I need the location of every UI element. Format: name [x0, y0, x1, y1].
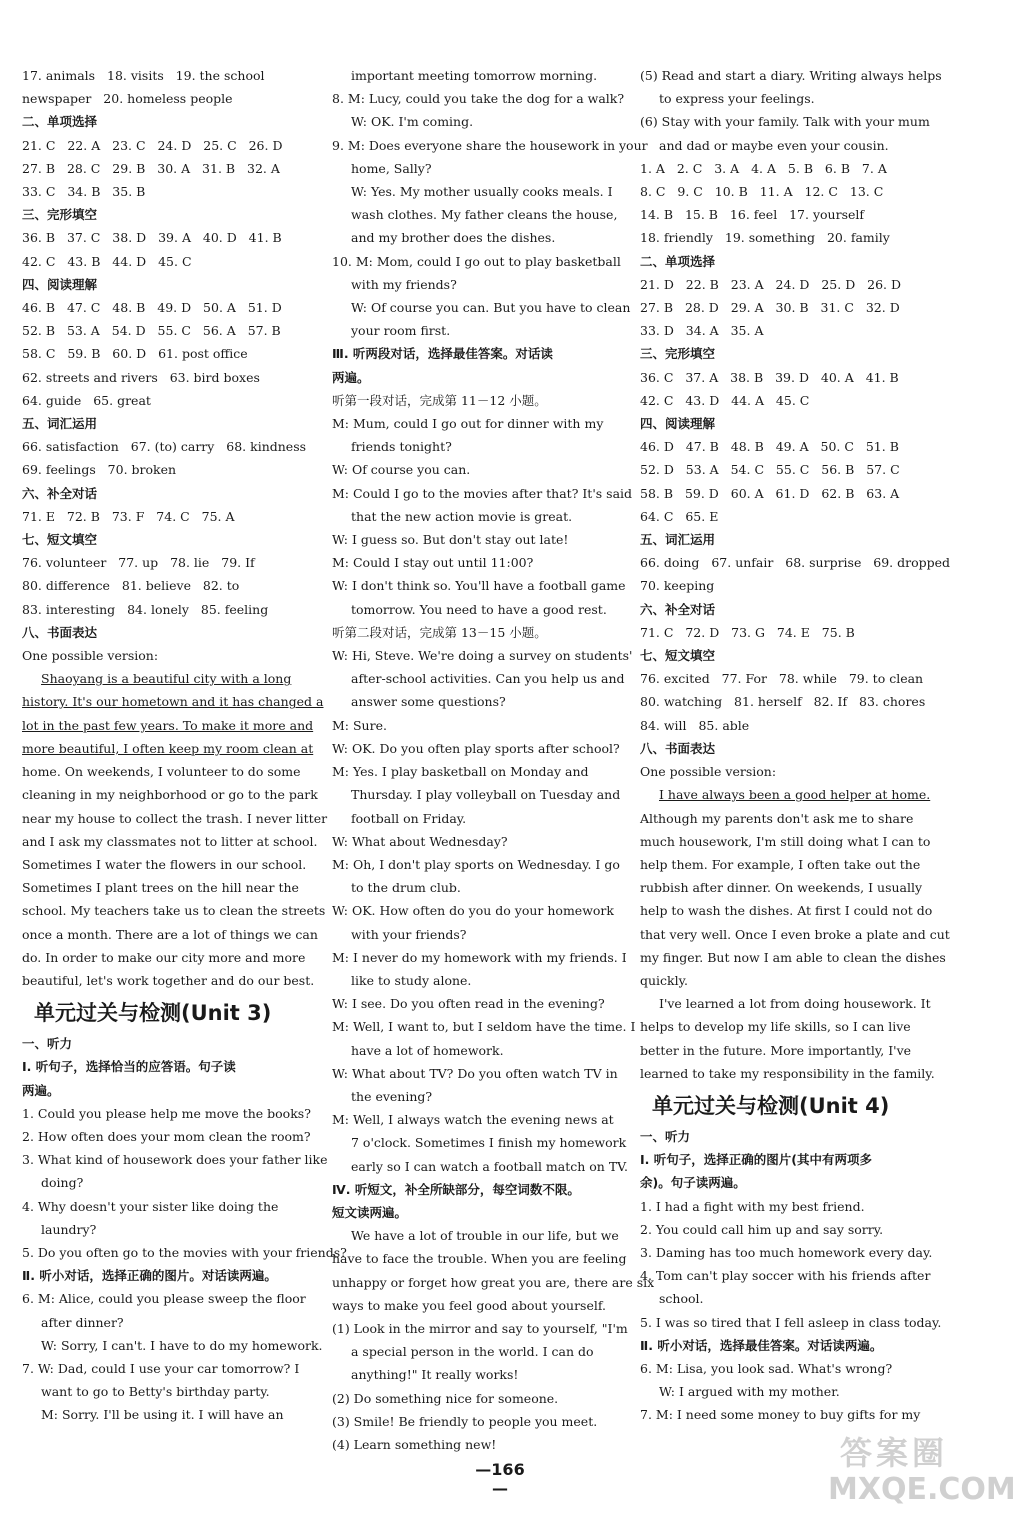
text-line: M: Could I stay out until 11:00?	[332, 555, 534, 571]
text-line: We have a lot of trouble in our life, but we	[351, 1228, 619, 1244]
text-line: 42. C 43. D 44. A 45. C	[640, 392, 810, 408]
text-line: 4. Tom can't play soccer with his friends after	[640, 1268, 931, 1284]
text-line: 52. B 53. A 54. D 55. C 56. A 57. B	[22, 323, 281, 339]
section-heading: Ⅳ. 听短文，补全所缺部分，每空词数不限。	[332, 1181, 580, 1197]
underlined-text: I have always been a good helper at home.	[659, 787, 931, 803]
text-line: friends tonight?	[351, 439, 452, 455]
text-line: tomorrow. You need to have a good rest.	[351, 601, 607, 617]
text-line: 5. Do you often go to the movies with your friends?	[22, 1244, 347, 1260]
text-line: 33. D 34. A 35. A	[640, 323, 764, 339]
column-middle	[332, 64, 655, 1456]
text-line: that the new action movie is great.	[351, 508, 573, 524]
text-line: (3) Smile! Be friendly to people you meet.	[332, 1413, 598, 1429]
text-line: 21. D 22. B 23. A 24. D 25. D 26. D	[640, 276, 902, 292]
text-line: W: I argued with my mother.	[659, 1384, 840, 1400]
column-left	[22, 64, 347, 1427]
text-line: 6. M: Alice, could you please sweep the floor	[22, 1291, 306, 1307]
text-line: 7. W: Dad, could I use your car tomorrow? I	[22, 1360, 300, 1376]
text-line: 80. watching 81. herself 82. If 83. chores	[640, 694, 926, 710]
section-heading: Ⅰ. 听句子，选择恰当的应答语。句子读	[22, 1059, 236, 1075]
text-line: 76. volunteer 77. up 78. lie 79. If	[22, 555, 255, 571]
text-line: 36. B 37. C 38. D 39. A 40. D 41. B	[22, 230, 282, 246]
section-heading: Ⅰ. 听句子，选择正确的图片(其中有两项多	[640, 1152, 872, 1168]
text-line: my finger. But now I am able to clean the dishes	[640, 949, 946, 965]
column-right	[640, 64, 951, 1427]
text-line: M: I never do my homework with my friends. I	[332, 949, 627, 965]
text-line: M: Oh, I don't play sports on Wednesday. I go	[332, 856, 620, 872]
underlined-text: history. It's our hometown and it has changed a	[22, 694, 324, 710]
text-line: (1) Look in the mirror and say to yourself, "I'm	[332, 1320, 628, 1336]
text-line: early so I can watch a football match on TV.	[351, 1158, 628, 1174]
text-line: 8. C 9. C 10. B 11. A 12. C 13. C	[640, 184, 884, 200]
text-line: 62. streets and rivers 63. bird boxes	[22, 369, 260, 385]
text-line: W: I see. Do you often read in the evening?	[332, 996, 605, 1012]
text-line: 27. B 28. D 29. A 30. B 31. C 32. D	[640, 300, 900, 316]
text-line: 9. M: Does everyone share the housework in your	[332, 137, 648, 153]
text-line: learned to take my responsibility in the family.	[640, 1065, 935, 1081]
text-line: M: Sure.	[332, 717, 387, 733]
page-number: —166—	[475, 1460, 525, 1498]
section-heading: 二、单项选择	[22, 114, 98, 130]
text-line: M: Mum, could I go out for dinner with my	[332, 416, 604, 432]
text-line: 64. guide 65. great	[22, 392, 151, 408]
text-line: newspaper 20. homeless people	[22, 91, 233, 107]
text-line: W: OK. I'm coming.	[351, 114, 474, 130]
text-line: helps to develop my life skills, so I can live	[640, 1019, 911, 1035]
text-line: like to study alone.	[351, 972, 472, 988]
text-line	[640, 783, 931, 806]
text-line	[22, 714, 314, 737]
text-line: 36. C 37. A 38. B 39. D 40. A 41. B	[640, 369, 899, 385]
text-line: One possible version:	[640, 764, 777, 780]
text-line: beautiful, let's work together and do our best.	[22, 972, 315, 988]
text-line: 4. Why doesn't your sister like doing the	[22, 1198, 279, 1214]
text-line: 14. B 15. B 16. feel 17. yourself	[640, 207, 865, 223]
text-line: much housework, I'm still doing what I can to	[640, 833, 931, 849]
unit-title: 单元过关与检测(Unit 3)	[34, 1001, 272, 1026]
text-line: 5. I was so tired that I fell asleep in class today.	[640, 1314, 942, 1330]
text-line: answer some questions?	[351, 694, 506, 710]
text-line: 2. You could call him up and say sorry.	[640, 1221, 884, 1237]
section-heading: Ⅱ. 听小对话，选择最佳答案。对话读两遍。	[640, 1337, 883, 1353]
text-line: Sometimes I plant trees on the hill near the	[22, 880, 299, 896]
text-line: 33. C 34. B 35. B	[22, 184, 146, 200]
text-line: 76. excited 77. For 78. while 79. to clean	[640, 671, 924, 687]
text-line: help to wash the dishes. At first I could not do	[640, 903, 933, 919]
text-line: help them. For example, I often take out the	[640, 856, 921, 872]
text-line: 1. A 2. C 3. A 4. A 5. B 6. B 7. A	[640, 160, 887, 176]
text-line: 80. difference 81. believe 82. to	[22, 578, 240, 594]
text-line: W: OK. How often do you do your homework	[332, 903, 614, 919]
text-line: 83. interesting 84. lonely 85. feeling	[22, 601, 269, 617]
text-line: 66. satisfaction 67. (to) carry 68. kindness	[22, 439, 307, 455]
watermark-en: MXQE.COM	[828, 1472, 1016, 1507]
text-line: laundry?	[41, 1221, 97, 1237]
text-line: 66. doing 67. unfair 68. surprise 69. dropped	[640, 555, 951, 571]
text-line: (4) Learn something new!	[332, 1436, 497, 1452]
text-line: 58. C 59. B 60. D 61. post office	[22, 346, 248, 362]
text-line: W: I guess so. But don't stay out late!	[332, 532, 569, 548]
text-line: your room first.	[351, 323, 451, 339]
text-line: wash clothes. My father cleans the house,	[351, 207, 618, 223]
text-line: One possible version:	[22, 648, 159, 664]
text-line	[22, 737, 314, 760]
section-heading: 六、补全对话	[640, 601, 716, 617]
text-line: W: Hi, Steve. We're doing a survey on students'	[332, 648, 633, 664]
text-line: 8. M: Lucy, could you take the dog for a walk?	[332, 91, 625, 107]
text-line: 42. C 43. B 44. D 45. C	[22, 253, 192, 269]
text-line: 46. B 47. C 48. B 49. D 50. A 51. D	[22, 300, 282, 316]
text-line: 18. friendly 19. something 20. family	[640, 230, 890, 246]
text-line: 58. B 59. D 60. A 61. D 62. B 63. A	[640, 485, 900, 501]
text-line: W: Of course you can. But you have to clean	[351, 300, 631, 316]
underlined-text: more beautiful, I often keep my room clean at	[22, 740, 314, 756]
text-line: 17. animals 18. visits 19. the school	[22, 68, 265, 83]
text-line: (6) Stay with your family. Talk with your mum	[640, 114, 930, 130]
text-line: M: Well, I want to, but I seldom have the time. I	[332, 1019, 636, 1035]
section-heading: 八、书面表达	[640, 740, 716, 756]
text-line: M: Sorry. I'll be using it. I will have an	[41, 1407, 284, 1423]
text-line: 2. How often does your mom clean the room?	[22, 1128, 311, 1144]
section-heading: Ⅲ. 听两段对话，选择最佳答案。对话读	[332, 346, 553, 362]
section-heading: 七、短文填空	[640, 648, 716, 664]
watermark-cn: 答案圈	[840, 1434, 949, 1472]
text-line: Sometimes I water the flowers in our school.	[22, 856, 307, 872]
section-heading: 七、短文填空	[22, 532, 98, 548]
section-heading: 短文读两遍。	[332, 1204, 408, 1220]
text-line: important meeting tomorrow morning.	[351, 68, 598, 83]
text-line: with my friends?	[351, 276, 457, 292]
text-line: 84. will 85. able	[640, 717, 750, 733]
text-line: M: Well, I always watch the evening news at	[332, 1112, 614, 1128]
text-line: school. My teachers take us to clean the streets	[22, 903, 326, 919]
text-line: near my house to collect the trash. I never litter	[22, 810, 328, 826]
text-line: anything!" It really works!	[351, 1367, 519, 1383]
section-heading: 余)。句子读两遍。	[640, 1175, 746, 1191]
text-line: have to face the trouble. When you are feeling	[332, 1251, 627, 1267]
text-line: unhappy or forget how great you are, there are six	[332, 1274, 655, 1290]
underlined-text: Shaoyang is a beautiful city with a long	[41, 671, 292, 687]
text-line: rubbish after dinner. On weekends, I usually	[640, 880, 923, 896]
text-line: 64. C 65. E	[640, 508, 719, 524]
text-line: I've learned a lot from doing housework. It	[659, 996, 931, 1012]
section-heading: 一、听力	[640, 1128, 691, 1144]
text-line: Although my parents don't ask me to share	[640, 810, 914, 826]
text-line: W: What about TV? Do you often watch TV in	[332, 1065, 618, 1081]
text-line: want to go to Betty's birthday party.	[41, 1384, 270, 1400]
text-line: 70. keeping	[640, 578, 715, 594]
text-line: 21. C 22. A 23. C 24. D 25. C 26. D	[22, 137, 283, 153]
text-line: W: I don't think so. You'll have a football game	[332, 578, 626, 594]
section-heading: 五、词汇运用	[22, 416, 98, 432]
text-line: M: Yes. I play basketball on Monday and	[332, 764, 589, 780]
section-heading: 三、完形填空	[22, 207, 98, 223]
text-line: (5) Read and start a diary. Writing always helps	[640, 68, 942, 83]
section-heading: 两遍。	[22, 1082, 60, 1098]
section-heading: 四、阅读理解	[22, 276, 98, 292]
text-line: W: Yes. My mother usually cooks meals. I	[351, 184, 613, 200]
text-line: quickly.	[640, 972, 688, 988]
text-line: 听第二段对话，完成第 13－15 小题。	[332, 624, 547, 640]
text-line: do. In order to make our city more and more	[22, 949, 306, 965]
text-line: to express your feelings.	[659, 91, 815, 107]
text-line: have a lot of homework.	[351, 1042, 504, 1058]
text-line: 3. What kind of housework does your father like	[22, 1152, 328, 1168]
text-line: football on Friday.	[351, 810, 467, 826]
unit-title: 单元过关与检测(Unit 4)	[652, 1093, 890, 1118]
text-line: 1. I had a fight with my best friend.	[640, 1198, 865, 1214]
text-line: the evening?	[351, 1088, 433, 1104]
text-line: 7. M: I need some money to buy gifts for my	[640, 1407, 921, 1423]
text-line: 52. D 53. A 54. C 55. C 56. B 57. C	[640, 462, 900, 478]
text-line	[22, 690, 324, 713]
text-line: after dinner?	[41, 1314, 124, 1330]
text-line: home, Sally?	[351, 160, 432, 176]
text-line: and I ask my classmates not to litter at school.	[22, 833, 318, 849]
text-line: cleaning in my neighborhood or go to the park	[22, 787, 318, 803]
text-line: 69. feelings 70. broken	[22, 462, 177, 478]
text-line: W: OK. Do you often play sports after school?	[332, 740, 620, 756]
text-line: 27. B 28. C 29. B 30. A 31. B 32. A	[22, 160, 280, 176]
text-line: 1. Could you please help me move the books?	[22, 1105, 311, 1121]
section-heading: 四、阅读理解	[640, 416, 716, 432]
text-line: 46. D 47. B 48. B 49. A 50. C 51. B	[640, 439, 899, 455]
text-line: M: Could I go to the movies after that? It's said	[332, 485, 633, 501]
text-line: better in the future. More importantly, I've	[640, 1042, 912, 1058]
text-line: a special person in the world. I can do	[351, 1344, 594, 1360]
text-line: school.	[659, 1291, 704, 1307]
text-line: 10. M: Mom, could I go out to play basketball	[332, 253, 621, 269]
section-heading: 二、单项选择	[640, 253, 716, 269]
text-line: and dad or maybe even your cousin.	[659, 137, 889, 153]
text-line	[22, 667, 304, 690]
text-line: and my brother does the dishes.	[351, 230, 556, 246]
text-line: 71. C 72. D 73. G 74. E 75. B	[640, 624, 855, 640]
section-heading: 两遍。	[332, 369, 370, 385]
text-line: W: Sorry, I can't. I have to do my homework.	[41, 1337, 323, 1353]
section-heading: 三、完形填空	[640, 346, 716, 362]
text-line: doing?	[41, 1175, 84, 1191]
section-heading: 六、补全对话	[22, 485, 98, 501]
section-heading: Ⅱ. 听小对话，选择正确的图片。对话读两遍。	[22, 1268, 277, 1284]
text-line: W: Of course you can.	[332, 462, 471, 478]
text-line: with your friends?	[351, 926, 467, 942]
text-line: 71. E 72. B 73. F 74. C 75. A	[22, 508, 235, 524]
text-line: Thursday. I play volleyball on Tuesday and	[351, 787, 621, 803]
text-line: 听第一段对话，完成第 11－12 小题。	[332, 392, 547, 408]
text-line: ways to make you feel good about yourself.	[332, 1297, 607, 1313]
text-line: that very well. Once I even broke a plate and cut	[640, 926, 950, 942]
text-line: after-school activities. Can you help us and	[351, 671, 625, 687]
text-line: to the drum club.	[351, 880, 461, 896]
text-line: once a month. There are a lot of things we can	[22, 926, 318, 942]
text-line: 3. Daming has too much homework every day.	[640, 1244, 933, 1260]
section-heading: 五、词汇运用	[640, 532, 716, 548]
watermark-logo	[820, 1420, 1016, 1520]
text-line: home. On weekends, I volunteer to do some	[22, 764, 301, 780]
section-heading: 八、书面表达	[22, 624, 98, 640]
text-line: W: What about Wednesday?	[332, 833, 508, 849]
text-line: 6. M: Lisa, you look sad. What's wrong?	[640, 1360, 893, 1376]
text-line: 7 o'clock. Sometimes I finish my homework	[351, 1135, 627, 1151]
text-line: (2) Do something nice for someone.	[332, 1390, 559, 1406]
underlined-text: lot in the past few years. To make it more and	[22, 717, 314, 733]
section-heading: 一、听力	[22, 1036, 73, 1052]
